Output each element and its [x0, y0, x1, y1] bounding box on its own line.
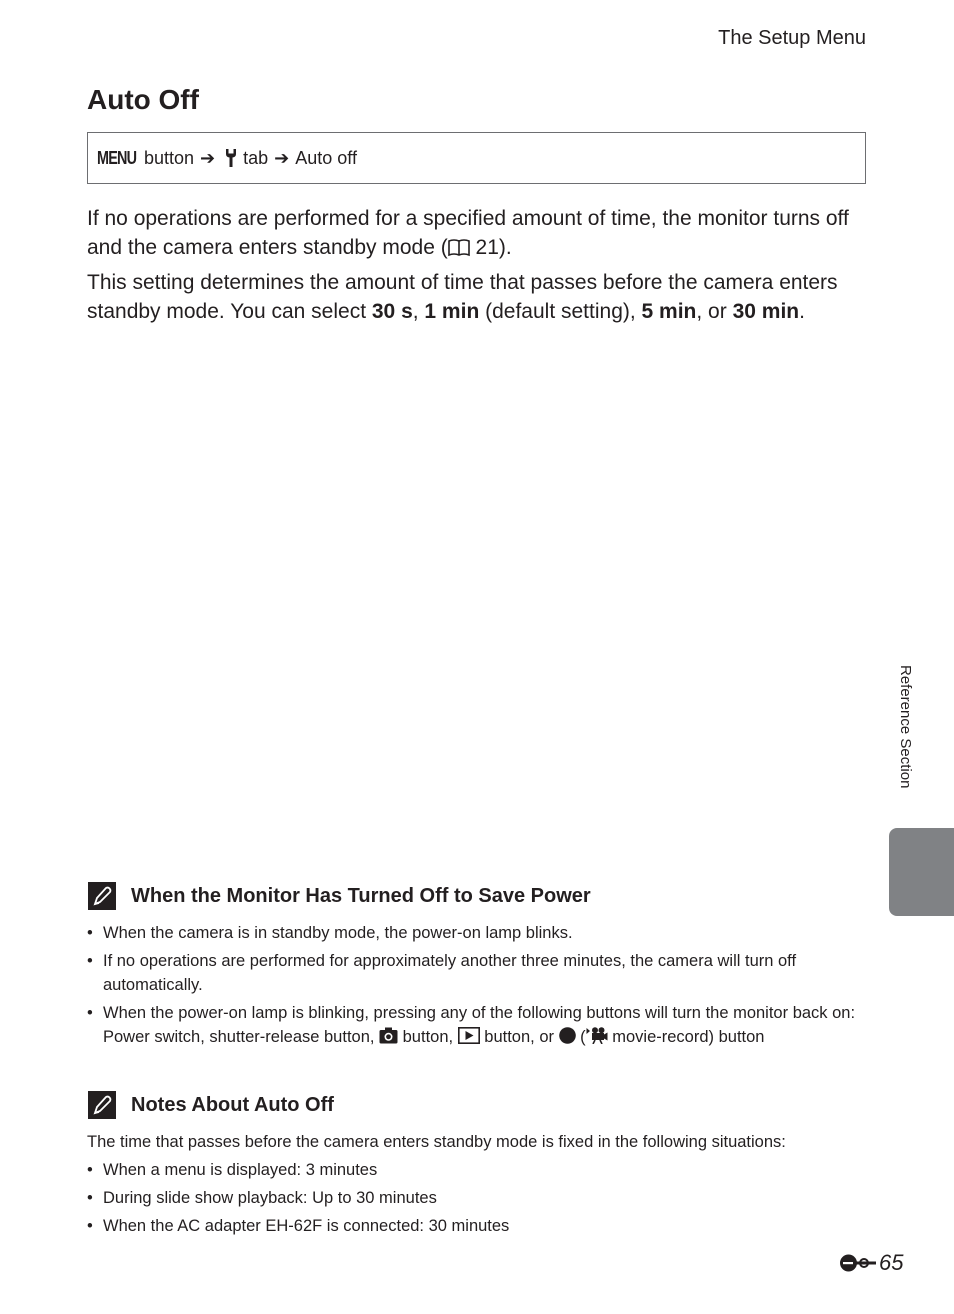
book-icon [448, 233, 470, 262]
page-number: 65 [839, 1250, 903, 1276]
note-intro-text: The time that passes before the camera enters standby mode is fixed in the following situations: [87, 1133, 786, 1151]
list-item: • If no operations are performed for approximately another three minutes, the camera will turn off automatically. [87, 952, 797, 994]
paragraph-standby-description: If no operations are performed for a specified amount of time, the monitor turns off and the camera enters standby mode ( 21). [87, 204, 867, 262]
button-word: button [144, 147, 195, 168]
play-icon [458, 1027, 480, 1051]
list-item: • When the AC adapter EH-62F is connected: 30 minutes [87, 1217, 510, 1235]
option-30s: 30 s [371, 300, 413, 323]
record-dot-icon [559, 1027, 576, 1051]
tab-word: tab [243, 147, 269, 168]
arrow-right-icon: ➔ [274, 147, 290, 168]
note-heading: Notes About Auto Off [131, 1093, 334, 1116]
option-30min: 30 min [732, 300, 800, 323]
note-heading: When the Monitor Has Turned Off to Save Power [131, 884, 591, 907]
paragraph-setting-options: This setting determines the amount of time that passes before the camera enters standby mode. You can select 30 s, 1 min (default setting), 5 min, or 30 min. [87, 271, 838, 323]
e-page-icon [839, 1253, 877, 1273]
camera-icon [379, 1027, 398, 1051]
note-header-monitor-off [88, 882, 591, 910]
option-1min: 1 min [424, 300, 480, 323]
note-bullet-list [87, 921, 862, 1055]
list-item: • When the power-on lamp is blinking, pressing any of the following buttons will turn the monitor back on: Power switch, shutter-release button, button, button, or ( movie-record) button [87, 1001, 862, 1051]
page-title: Auto Off [87, 84, 199, 115]
wrench-icon [224, 148, 238, 168]
arrow-right-icon: ➔ [200, 147, 216, 168]
movie-icon [586, 1027, 608, 1051]
list-item: • During slide show playback: Up to 30 minutes [87, 1189, 437, 1207]
side-section-label: Reference Section [897, 665, 914, 789]
note-header-auto-off [88, 1091, 334, 1119]
menu-path-box [87, 132, 866, 184]
pencil-note-icon [88, 1091, 116, 1119]
list-item: • When the camera is in standby mode, the power-on lamp blinks. [87, 924, 573, 942]
list-item: • When a menu is displayed: 3 minutes [87, 1161, 378, 1179]
pencil-note-icon [88, 882, 116, 910]
page-reference[interactable]: 21 [475, 236, 499, 259]
menu-button-label: MENU [97, 147, 137, 168]
menu-item-name: Auto off [295, 147, 357, 168]
section-tab-marker [889, 828, 954, 916]
option-5min: 5 min [641, 300, 697, 323]
section-header: The Setup Menu [718, 27, 866, 49]
note-bullet-list [87, 1158, 862, 1242]
